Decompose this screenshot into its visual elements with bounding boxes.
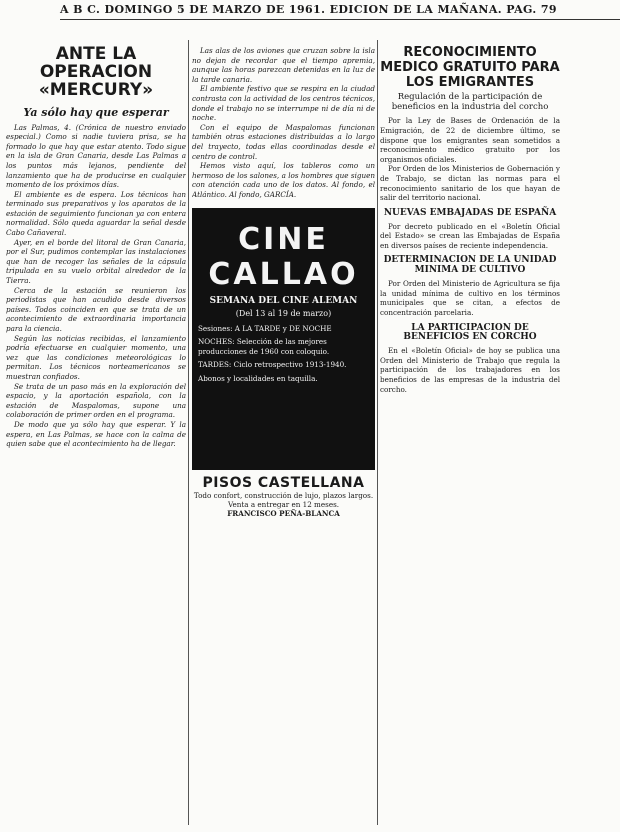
cine-callao-ad — [192, 208, 375, 470]
paragraph: Por la Ley de Bases de Ordenación de la Emigración, de 22 de diciembre último, se dispone que los emigrantes sean sometidos a reconocimiento médico gratuito por los organismos oficiales. — [380, 116, 560, 164]
paragraph: El ambiente es de espera. Los técnicos han terminado sus preparativos y los aparatos de la estación de seguimiento funcionan ya con entera normalidad. Sólo queda aguardar la señal desde Cabo Cañaveral. — [6, 189, 186, 238]
paragraph: De modo que ya sólo hay que esperar. Y la espera, en Las Palmas, se hace con la calma de quien sabe que el acontecimiento ha de llegar. — [6, 419, 186, 449]
paragraph: El ambiente festivo que se respira en la ciudad contrasta con la actividad de los centros técnicos, donde el trabajo no se interrumpe ni de día ni de noche. — [192, 84, 375, 123]
paragraph: Por Orden de los Ministerios de Gobernación y de Trabajo, se dictan las normas para el reconocimiento sanitario de los que hayan de salir del territorio nacional. — [380, 164, 560, 203]
pisos-title: PISOS CASTELLANA — [202, 474, 365, 491]
masthead: A B C. DOMINGO 5 DE MARZO DE 1961. EDICION DE LA MAÑANA. PAG. 79 — [60, 3, 620, 20]
subheadline: Ya sólo hay que esperar — [23, 105, 169, 119]
paragraph: Según las noticias recibidas, el lanzamiento podría efectuarse en cualquier momento, una vez que las condiciones meteorológicas lo permitan. Los técnicos norteamericanos se muestran confiados. — [6, 333, 186, 381]
paragraph: Las Palmas, 4. (Crónica de nuestro enviado especial.) Como si nadie tuviera prisa, se ha formado lo que hay que estar atento. Todo sigue en la isla de Gran Canaria, desde Las Palmas a los puntos más lejanos, pendiente del lanzamiento que ha de producirse en cualquier momento de los próximos días. — [6, 122, 186, 190]
ad-line: TARDES: Ciclo retrospectivo 1913-1940. — [198, 360, 347, 370]
column-rule — [377, 40, 378, 825]
section-title: LA PARTICIPACION DE BENEFICIOS EN CORCHO — [403, 322, 537, 343]
paragraph: Ayer, en el borde del litoral de Gran Canaria, por el Sur, pudimos contemplar las instalaciones que han de recoger las señales de la cápsula tripulada en su vuelo orbital alrededor de la Tierra. — [6, 237, 186, 286]
right-column — [380, 46, 560, 826]
paragraph: Con el equipo de Maspalomas funcionan también otras estaciones distribuidas a lo largo del trayecto, todas ellas coordinadas desde el centro de control. — [192, 122, 375, 161]
paragraph: Se trata de un paso más en la exploración del espacio, y la aportación española, con la estación de Maspalomas, supone una colaboración de primer orden en el programa. — [6, 381, 186, 420]
left-column — [6, 46, 186, 826]
ad-body — [198, 324, 369, 384]
ad-line: Abonos y localidades en taquilla. — [198, 373, 318, 383]
ad-title: CINE CALLAO — [208, 221, 359, 292]
ad-line: NOCHES: Selección de las mejores producciones de 1960 con coloquio. — [198, 337, 330, 356]
paragraph: Por Orden del Ministerio de Agricultura se fija la unidad mínima de cultivo en los términos municipales que se citan, a efectos de concentración parcelaria. — [380, 279, 560, 317]
ad-dates: (Del 13 al 19 de marzo) — [235, 308, 332, 318]
headline-emigrantes: RECONOCIMIENTO MEDICO GRATUITO PARA LOS EMIGRANTES — [380, 46, 560, 90]
paragraph: En el «Boletín Oficial» de hoy se publica una Orden del Ministerio de Trabajo que regula la participación de los trabajadores en los beneficios de las empresas de la industria del corcho. — [380, 346, 560, 394]
section-title: NUEVAS EMBAJADAS DE ESPAÑA — [383, 207, 557, 218]
section-title: DETERMINACION DE LA UNIDAD MINIMA DE CULTIVO — [383, 255, 557, 276]
subheadline-corcho: Regulación de la participación de beneficios en la industria del corcho — [391, 91, 549, 112]
paragraph: Cerca de la estación se reunieron los periodistas que han acudido desde diversos países. Todos coinciden en que se trata de un acontecimiento de extraordinaria importancia para la ciencia. — [6, 285, 186, 333]
paragraph: Hemos visto aquí, los tableros como un hermoso de los salones, a los hombres que siguen con atención cada uno de los datos. Al fondo, el Atlántico. Al fondo, GARCÍA. — [192, 161, 375, 199]
headline-mercury: ANTE LA OPERACION «MERCURY» — [38, 46, 154, 100]
paragraph: Las alas de los aviones que cruzan sobre la isla no dejan de recordar que el tiempo apremia, aunque las horas parezcan detenidas en la luz de la tarde canaria. — [192, 46, 375, 84]
ad-subtitle: SEMANA DEL CINE ALEMAN — [209, 295, 358, 306]
pisos-body: Todo confort, construcción de lujo, plazos largos. Venta a entregar en 12 meses. — [193, 490, 374, 509]
ad-line: Sesiones: A LA TARDE y DE NOCHE — [198, 323, 332, 333]
paragraph: Por decreto publicado en el «Boletín Oficial del Estado» se crean las Embajadas de España en diversos países de reciente independencia. — [380, 221, 560, 250]
pisos-contact: FRANCISCO PEÑA-BLANCA — [227, 508, 340, 518]
middle-column — [192, 46, 375, 826]
column-rule — [188, 40, 189, 825]
